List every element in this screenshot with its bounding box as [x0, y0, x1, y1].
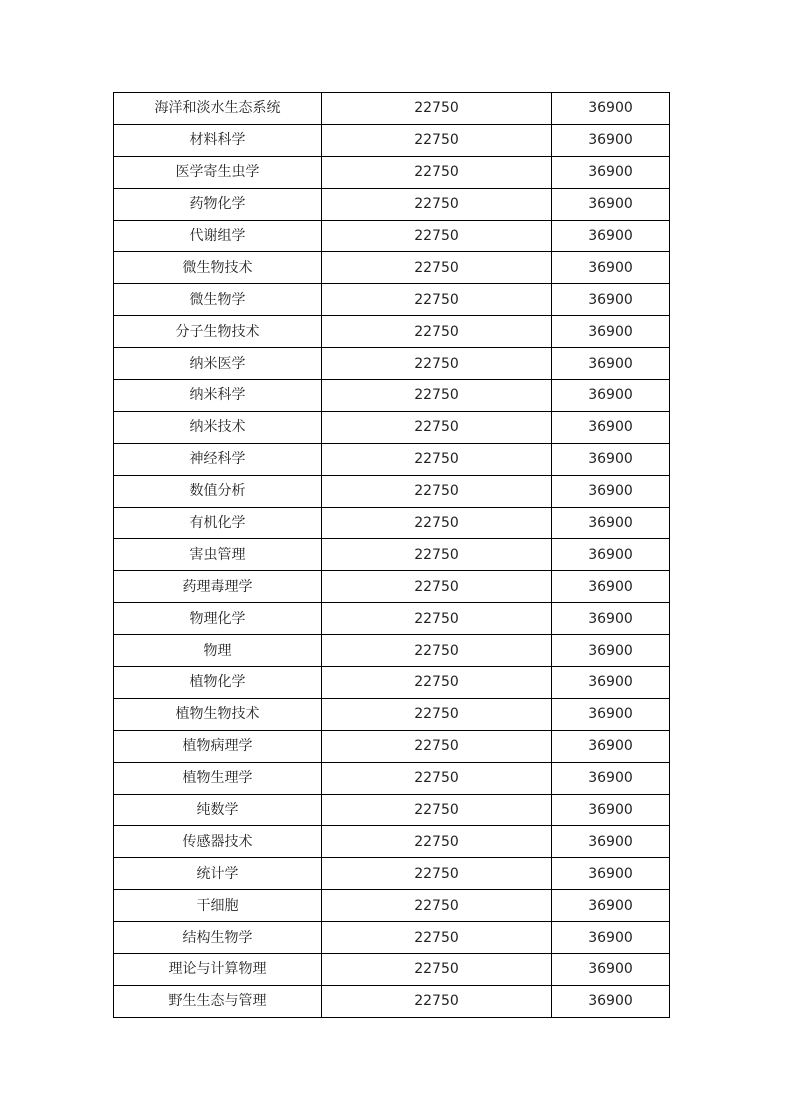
table-row	[114, 858, 670, 890]
fee-cell-2: 36900	[552, 954, 670, 986]
subject-cell: 统计学	[114, 858, 322, 890]
fee-cell-1: 22750	[322, 985, 552, 1017]
fee-cell-2: 36900	[552, 794, 670, 826]
table-row	[114, 698, 670, 730]
table-row	[114, 539, 670, 571]
fee-cell-2: 36900	[552, 316, 670, 348]
table-row	[114, 443, 670, 475]
subject-cell: 代谢组学	[114, 220, 322, 252]
tuition-fee-table	[113, 92, 670, 1018]
fee-cell-1: 22750	[322, 730, 552, 762]
fee-cell-2: 36900	[552, 348, 670, 380]
fee-cell-2: 36900	[552, 252, 670, 284]
fee-cell-1: 22750	[322, 411, 552, 443]
fee-cell-2: 36900	[552, 603, 670, 635]
fee-cell-2: 36900	[552, 826, 670, 858]
fee-cell-1: 22750	[322, 124, 552, 156]
table-row	[114, 794, 670, 826]
fee-cell-1: 22750	[322, 794, 552, 826]
table-body	[114, 93, 670, 1018]
fee-cell-1: 22750	[322, 635, 552, 667]
subject-cell: 纳米医学	[114, 348, 322, 380]
subject-cell: 医学寄生虫学	[114, 156, 322, 188]
table-row	[114, 667, 670, 699]
subject-cell: 结构生物学	[114, 922, 322, 954]
subject-cell: 害虫管理	[114, 539, 322, 571]
subject-cell: 有机化学	[114, 507, 322, 539]
table-row	[114, 890, 670, 922]
table-row	[114, 316, 670, 348]
fee-cell-1: 22750	[322, 475, 552, 507]
fee-cell-1: 22750	[322, 954, 552, 986]
subject-cell: 纳米科学	[114, 380, 322, 412]
table-row	[114, 124, 670, 156]
table-row	[114, 348, 670, 380]
fee-cell-1: 22750	[322, 507, 552, 539]
subject-cell: 数值分析	[114, 475, 322, 507]
table-row	[114, 156, 670, 188]
table-row	[114, 603, 670, 635]
subject-cell: 物理化学	[114, 603, 322, 635]
fee-cell-2: 36900	[552, 730, 670, 762]
fee-cell-1: 22750	[322, 890, 552, 922]
fee-cell-2: 36900	[552, 93, 670, 125]
table-row	[114, 762, 670, 794]
subject-cell: 传感器技术	[114, 826, 322, 858]
fee-cell-2: 36900	[552, 635, 670, 667]
table-row	[114, 188, 670, 220]
fee-cell-1: 22750	[322, 539, 552, 571]
table-row	[114, 284, 670, 316]
fee-cell-1: 22750	[322, 762, 552, 794]
subject-cell: 药物化学	[114, 188, 322, 220]
fee-cell-1: 22750	[322, 156, 552, 188]
fee-cell-1: 22750	[322, 188, 552, 220]
fee-cell-2: 36900	[552, 698, 670, 730]
table-row	[114, 475, 670, 507]
table-row	[114, 826, 670, 858]
subject-cell: 微生物技术	[114, 252, 322, 284]
fee-cell-1: 22750	[322, 93, 552, 125]
fee-cell-2: 36900	[552, 411, 670, 443]
subject-cell: 药理毒理学	[114, 571, 322, 603]
fee-cell-2: 36900	[552, 985, 670, 1017]
fee-cell-2: 36900	[552, 922, 670, 954]
subject-cell: 植物病理学	[114, 730, 322, 762]
subject-cell: 纳米技术	[114, 411, 322, 443]
fee-cell-1: 22750	[322, 698, 552, 730]
fee-cell-1: 22750	[322, 922, 552, 954]
fee-cell-2: 36900	[552, 762, 670, 794]
table-row	[114, 985, 670, 1017]
table-row	[114, 252, 670, 284]
fee-cell-1: 22750	[322, 826, 552, 858]
fee-cell-1: 22750	[322, 603, 552, 635]
subject-cell: 海洋和淡水生态系统	[114, 93, 322, 125]
fee-cell-1: 22750	[322, 316, 552, 348]
subject-cell: 微生物学	[114, 284, 322, 316]
fee-cell-2: 36900	[552, 475, 670, 507]
subject-cell: 干细胞	[114, 890, 322, 922]
subject-cell: 野生生态与管理	[114, 985, 322, 1017]
fee-cell-2: 36900	[552, 667, 670, 699]
subject-cell: 神经科学	[114, 443, 322, 475]
fee-cell-1: 22750	[322, 220, 552, 252]
fee-cell-2: 36900	[552, 507, 670, 539]
subject-cell: 纯数学	[114, 794, 322, 826]
table-row	[114, 507, 670, 539]
fee-cell-2: 36900	[552, 156, 670, 188]
fee-cell-1: 22750	[322, 858, 552, 890]
fee-cell-2: 36900	[552, 858, 670, 890]
fee-cell-2: 36900	[552, 380, 670, 412]
fee-cell-2: 36900	[552, 188, 670, 220]
table-row	[114, 571, 670, 603]
subject-cell: 材料科学	[114, 124, 322, 156]
fee-cell-1: 22750	[322, 443, 552, 475]
subject-cell: 植物化学	[114, 667, 322, 699]
fee-cell-2: 36900	[552, 443, 670, 475]
fee-cell-1: 22750	[322, 348, 552, 380]
table-row	[114, 730, 670, 762]
subject-cell: 理论与计算物理	[114, 954, 322, 986]
fee-cell-2: 36900	[552, 539, 670, 571]
fee-cell-2: 36900	[552, 571, 670, 603]
fee-cell-2: 36900	[552, 890, 670, 922]
table-row	[114, 93, 670, 125]
table-row	[114, 411, 670, 443]
fee-cell-1: 22750	[322, 252, 552, 284]
subject-cell: 分子生物技术	[114, 316, 322, 348]
fee-cell-1: 22750	[322, 571, 552, 603]
subject-cell: 物理	[114, 635, 322, 667]
table-row	[114, 922, 670, 954]
table-row	[114, 635, 670, 667]
fee-cell-1: 22750	[322, 380, 552, 412]
fee-cell-2: 36900	[552, 124, 670, 156]
subject-cell: 植物生理学	[114, 762, 322, 794]
fee-cell-2: 36900	[552, 284, 670, 316]
table-row	[114, 220, 670, 252]
fee-cell-1: 22750	[322, 667, 552, 699]
fee-cell-1: 22750	[322, 284, 552, 316]
subject-cell: 植物生物技术	[114, 698, 322, 730]
table-row	[114, 954, 670, 986]
fee-cell-2: 36900	[552, 220, 670, 252]
table-row	[114, 380, 670, 412]
